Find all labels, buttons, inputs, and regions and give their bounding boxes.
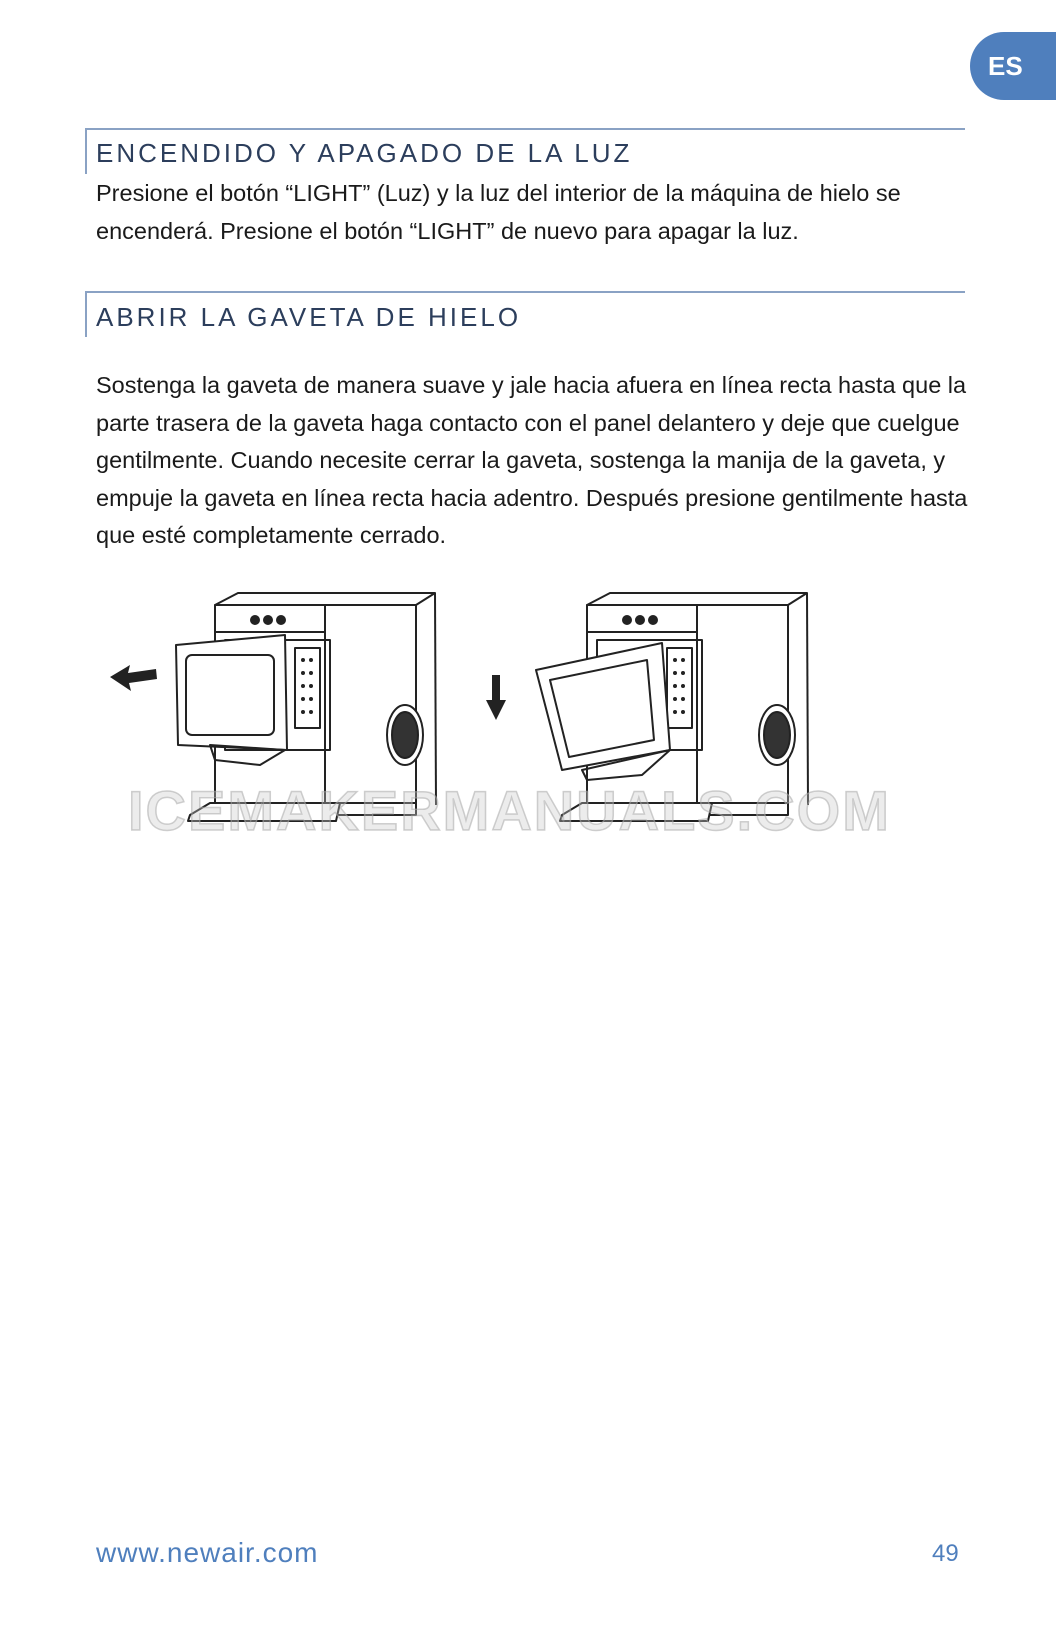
section-title-drawer: ABRIR LA GAVETA DE HIELO <box>96 302 522 332</box>
arrow-down-icon <box>486 675 506 720</box>
section-body-light: Presione el botón “LIGHT” (Luz) y la luz del interior de la máquina de hielo se encenderá. Presione el botón “LIGHT” de nuevo para apagar la luz. <box>96 180 901 244</box>
page-number: 49 <box>932 1540 959 1567</box>
footer-website-link[interactable]: www.newair.com <box>96 1537 319 1568</box>
section-body-drawer: Sostenga la gaveta de manera suave y jale hacia afuera en línea recta hasta que la parte trasera de la gaveta haga contacto con el panel delantero y deje que cuelgue gentilmente. Cuando necesite cerrar la gaveta, sostenga la manija de la gaveta, y empuje la gaveta en línea recta hacia adentro. Después presione gentilmente hasta que esté completamente cerrado. <box>96 372 968 548</box>
section-title-light: ENCENDIDO Y APAGADO DE LA LUZ <box>96 138 633 168</box>
language-tab: ES <box>970 32 1056 100</box>
arrow-left-icon <box>110 665 157 691</box>
watermark: ICEMAKERMANUALS.COM <box>128 779 891 842</box>
